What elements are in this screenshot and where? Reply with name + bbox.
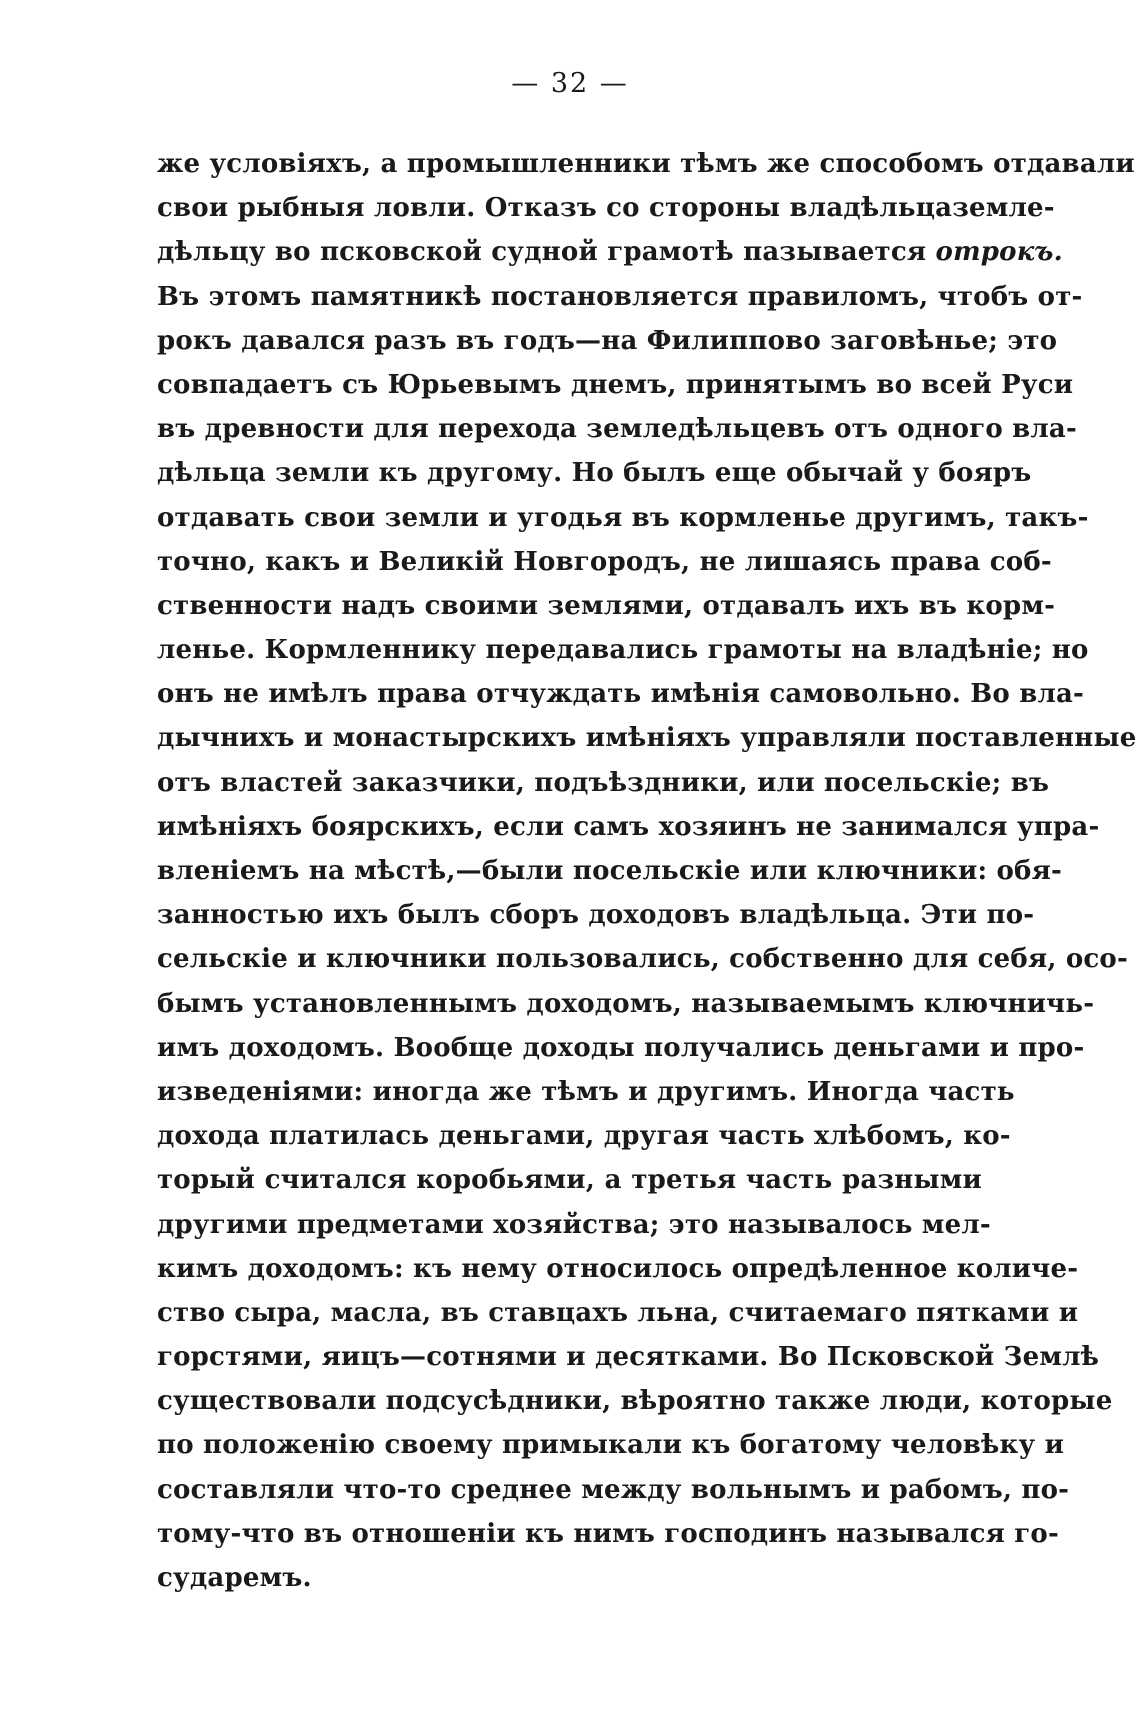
text-line: сельскіе и ключники пользовались, собственно для себя, осо-: [157, 944, 1128, 975]
text-line: составляли что-то среднее между вольнымъ и рабомъ, по-: [157, 1474, 1070, 1505]
text-line: Въ этомъ памятникѣ постановляется правиломъ, чтобъ от-: [157, 281, 1083, 312]
text-line: же условіяхъ, а промышленники тѣмъ же способомъ отдавали: [157, 149, 1135, 179]
body-text: [157, 142, 1137, 1600]
text-line: отдавать свои земли и угодья въ кормленье другимъ, такъ-: [157, 502, 1089, 533]
text-line: торый считался коробьями, а третья часть разными: [157, 1165, 982, 1196]
text-line: [157, 230, 1063, 274]
text-line: точно, какъ и Великій Новгородъ, не лишаясь права соб-: [157, 546, 1052, 577]
text-line: ленье. Кормленнику передавались грамоты на владѣніе; но: [157, 635, 1089, 666]
text-line-segment: дѣльцу во псковской судной грамотѣ пазывается: [157, 237, 927, 268]
text-line: имъ доходомъ. Вообще доходы получались деньгами и про-: [157, 1032, 1085, 1063]
text-line: горстями, яицъ—сотнями и десятками. Во Псковской Землѣ: [157, 1342, 1100, 1373]
text-line: совпадаетъ съ Юрьевымъ днемъ, принятымъ во всей Руси: [157, 369, 1074, 400]
text-line: изведеніями: иногда же тѣмъ и другимъ. Иногда часть: [157, 1076, 1015, 1107]
text-line: тому-что въ отношеніи къ нимъ господинъ назывался го-: [157, 1518, 1059, 1549]
text-line: рокъ давался разъ въ годъ—на Филиппово заговѣнье; это: [157, 325, 1058, 356]
text-line: ственности надъ своими землями, отдавалъ ихъ въ корм-: [157, 590, 1056, 621]
text-line: дѣльца земли къ другому. Но былъ еще обычай у бояръ: [157, 458, 1032, 489]
text-line: въ древности для перехода земледѣльцевъ отъ одного вла-: [157, 414, 1077, 445]
text-line: вленіемъ на мѣстѣ,—были посельскіе или ключники: обя-: [157, 856, 1062, 886]
text-line: отъ властей заказчики, подъѣздники, или посельскіе; въ: [157, 767, 1050, 798]
italic-term: отрокъ.: [935, 237, 1063, 268]
text-line: дохода платилась деньгами, другая часть хлѣбомъ, ко-: [157, 1121, 1011, 1152]
text-line: существовали подсусѣдники, вѣроятно также люди, которые: [157, 1386, 1113, 1417]
page-number: — 32 —: [511, 68, 629, 99]
text-line: бымъ установленнымъ доходомъ, называемымъ ключничь-: [157, 988, 1095, 1019]
text-line: другими предметами хозяйства; это называлось мел-: [157, 1209, 991, 1240]
text-line: ство сыра, масла, въ ставцахъ льна, считаемаго пятками и: [157, 1297, 1079, 1328]
text-line: сударемъ.: [157, 1563, 312, 1593]
text-line: онъ не имѣлъ права отчуждать имѣнія самовольно. Во вла-: [157, 679, 1085, 710]
text-line: свои рыбныя ловли. Отказъ со стороны владѣльцаземле-: [157, 193, 1055, 224]
text-line: занностью ихъ былъ сборъ доходовъ владѣльца. Эти по-: [157, 900, 1035, 931]
text-line: по положенію своему примыкали къ богатому человѣку и: [157, 1430, 1065, 1461]
text-line: дычнихъ и монастырскихъ имѣніяхъ управляли поставленные: [157, 723, 1137, 754]
text-line: кимъ доходомъ: къ нему относилось опредѣленное количе-: [157, 1253, 1079, 1284]
text-line: имѣніяхъ боярскихъ, если самъ хозяинъ не занимался упра-: [157, 811, 1100, 842]
